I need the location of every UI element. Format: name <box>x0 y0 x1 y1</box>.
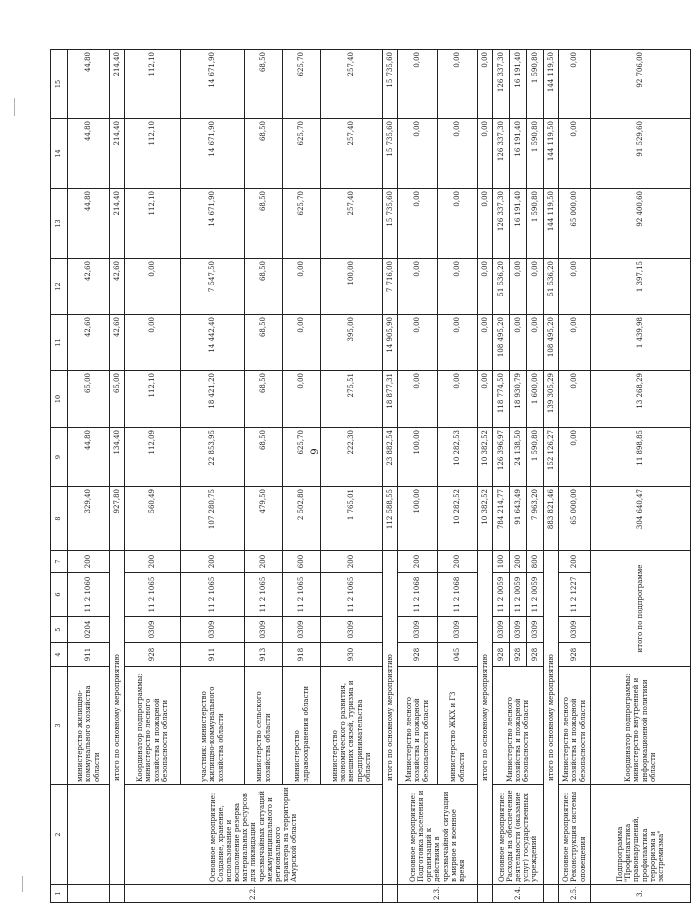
cell-value: 18 877,31 <box>383 371 398 428</box>
cell-value: 560,49 <box>125 487 181 551</box>
cell <box>544 885 559 903</box>
cell-value: 0,00 <box>398 371 438 428</box>
cell-value: 92 706,00 <box>591 50 691 119</box>
col-header: 6 <box>51 573 68 617</box>
total-label: итого по основному мероприятию <box>383 551 398 885</box>
cell-performer: министерство здравоохранения области <box>283 667 321 785</box>
col-header: 14 <box>51 119 68 189</box>
cell-value: 257,40 <box>321 50 383 119</box>
cell-rzpr: 0309 <box>398 617 438 643</box>
cell-value: 0,00 <box>510 259 527 315</box>
cell-value: 112,10 <box>125 50 181 119</box>
cell-grbs: 918 <box>283 643 321 667</box>
cell-value: 214,40 <box>110 189 125 259</box>
cell-value: 44,80 <box>68 189 110 259</box>
col-header: 7 <box>51 551 68 573</box>
cell-grbs: 928 <box>510 643 527 667</box>
cell-grbs: 911 <box>68 643 110 667</box>
cell-grbs: 928 <box>125 643 181 667</box>
cell-vr: 200 <box>438 551 478 573</box>
cell-rzpr: 0204 <box>68 617 110 643</box>
cell-value: 14 442,40 <box>181 315 245 371</box>
scan-mark-left <box>14 98 15 116</box>
cell-value: 0,00 <box>398 119 438 189</box>
cell <box>478 885 493 903</box>
table-row <box>125 50 181 903</box>
cell-value: 0,00 <box>559 315 591 371</box>
col-header: 15 <box>51 50 68 119</box>
cell-value: 7 547,50 <box>181 259 245 315</box>
cell <box>383 885 398 903</box>
cell-csr: 11 2 1065 <box>181 573 245 617</box>
cell-value: 10 282,53 <box>438 428 478 487</box>
cell-value: 222,30 <box>321 428 383 487</box>
cell-value: 395,00 <box>321 315 383 371</box>
cell-value: 0,00 <box>398 259 438 315</box>
cell-csr: 11 2 1060 <box>68 573 110 617</box>
cell-value: 0,00 <box>510 315 527 371</box>
cell-value: 44,80 <box>68 428 110 487</box>
cell-value: 42,60 <box>110 259 125 315</box>
cell-value: 0,00 <box>478 315 493 371</box>
total-label: итого по основному мероприятию <box>478 551 493 885</box>
cell-value: 304 640,47 <box>591 487 691 551</box>
cell-rzpr: 0309 <box>527 617 544 643</box>
cell-value: 16 191,40 <box>510 50 527 119</box>
col-header: 1 <box>51 885 68 903</box>
cell-value: 91 529,60 <box>591 119 691 189</box>
cell-value: 1 397,15 <box>591 259 691 315</box>
cell-performer: министерство жилищно-коммунального хозяйства области <box>68 667 110 785</box>
cell-value: 22 853,95 <box>181 428 245 487</box>
cell-value: 1 590,80 <box>527 428 544 487</box>
table-row <box>245 50 283 903</box>
cell-value: 479,50 <box>245 487 283 551</box>
cell-value: 100,00 <box>398 487 438 551</box>
table-row <box>181 50 245 903</box>
cell-value: 68,50 <box>245 119 283 189</box>
cell-value: 112,10 <box>125 371 181 428</box>
cell-value: 1 590,80 <box>527 119 544 189</box>
column-number-row <box>51 50 68 903</box>
cell-csr: 11 2 1068 <box>398 573 438 617</box>
page-number: 6 <box>307 448 319 455</box>
cell-value: 0,00 <box>438 259 478 315</box>
cell-value: 144 119,50 <box>544 50 559 119</box>
cell-value: 11 898,85 <box>591 428 691 487</box>
cell-value: 15 735,60 <box>383 189 398 259</box>
cell-value: 329,40 <box>68 487 110 551</box>
table-row <box>438 50 478 903</box>
table-row <box>68 50 110 903</box>
table-row <box>321 50 383 903</box>
cell-value: 126 337,30 <box>493 189 510 259</box>
cell-value: 0,00 <box>478 259 493 315</box>
cell-value: 0,00 <box>438 119 478 189</box>
cell-csr: 11 2 0059 <box>493 573 510 617</box>
cell-rzpr: 0309 <box>438 617 478 643</box>
cell-value: 0,00 <box>438 189 478 259</box>
cell-value: 7 716,00 <box>383 259 398 315</box>
cell-grbs: 913 <box>245 643 283 667</box>
cell-value: 1 590,80 <box>527 189 544 259</box>
cell-grbs: 928 <box>559 643 591 667</box>
cell-value: 23 882,54 <box>383 428 398 487</box>
total-row <box>383 50 398 903</box>
cell-csr: 11 2 0059 <box>527 573 544 617</box>
table-row <box>559 50 591 903</box>
cell-vr: 100 <box>493 551 510 573</box>
cell-activity: Основное мероприятие: Создание, хранение, использование и восполнение резерва материальных ресурсов для ликвидации чрезвычайных ситуаций межмуниципального и регионального характера на территории Амурской области <box>125 785 383 885</box>
cell-performer: министерство ЖКХ и ГЗ области <box>438 667 478 785</box>
cell-value: 0,00 <box>283 315 321 371</box>
cell-performer: Министерство лесного хозяйства и пожарной безопасности области <box>493 667 544 785</box>
cell-index: 2.2. <box>125 885 383 903</box>
cell-value: 68,50 <box>245 371 283 428</box>
cell-value: 14 905,90 <box>383 315 398 371</box>
cell-grbs: 928 <box>527 643 544 667</box>
cell-value: 144 119,50 <box>544 189 559 259</box>
cell <box>110 885 125 903</box>
cell-value: 18 421,20 <box>181 371 245 428</box>
cell-value: 65 000,00 <box>559 487 591 551</box>
table-row <box>493 50 510 903</box>
cell-value: 126 337,30 <box>493 119 510 189</box>
cell-value: 927,80 <box>110 487 125 551</box>
cell-index: 2.4. <box>493 885 544 903</box>
cell-value: 1 600,00 <box>527 371 544 428</box>
cell-value: 0,00 <box>478 50 493 119</box>
cell-value: 51 536,20 <box>544 259 559 315</box>
cell-value: 1 765,01 <box>321 487 383 551</box>
cell-value: 0,00 <box>398 50 438 119</box>
table-row <box>398 50 438 903</box>
cell-value: 625,70 <box>283 428 321 487</box>
cell-performer: Координатор подпрограммы: министерство лесного хозяйства и пожарной безопасности области <box>125 667 181 785</box>
cell-vr: 600 <box>283 551 321 573</box>
total-row <box>478 50 493 903</box>
cell-value: 68,50 <box>245 259 283 315</box>
cell <box>68 885 110 903</box>
cell-value: 15 735,60 <box>383 119 398 189</box>
cell-value: 214,40 <box>110 50 125 119</box>
col-header: 12 <box>51 259 68 315</box>
cell-value: 24 138,50 <box>510 428 527 487</box>
cell-vr: 200 <box>398 551 438 573</box>
cell-value: 68,50 <box>245 428 283 487</box>
cell-value: 10 382,52 <box>478 487 493 551</box>
cell-vr: 200 <box>559 551 591 573</box>
cell-activity: Основное мероприятие: Реконструкция системы оповещения <box>559 785 591 885</box>
cell-performer: Министерство лесного хозяйства и пожарной безопасности области <box>559 667 591 785</box>
cell-value: 14 671,90 <box>181 50 245 119</box>
cell-value: 68,50 <box>245 189 283 259</box>
cell-value: 126 337,30 <box>493 50 510 119</box>
cell-value: 144 119,50 <box>544 119 559 189</box>
cell-value: 0,00 <box>438 50 478 119</box>
cell-value: 14 671,90 <box>181 119 245 189</box>
cell-csr: 11 2 1227 <box>559 573 591 617</box>
cell-grbs: 928 <box>493 643 510 667</box>
cell-value: 0,00 <box>125 315 181 371</box>
col-header: 3 <box>51 667 68 785</box>
cell-grbs: 928 <box>398 643 438 667</box>
cell-value: 51 536,20 <box>493 259 510 315</box>
cell-value: 275,51 <box>321 371 383 428</box>
col-header: 5 <box>51 617 68 643</box>
cell-activity: Основное мероприятие: Подготовка населения и организаций к действиям в чрезвычайной ситуации в мирное и военное время <box>398 785 478 885</box>
cell-value: 784 214,77 <box>493 487 510 551</box>
cell-value: 0,00 <box>478 119 493 189</box>
cell-value: 10 382,52 <box>478 428 493 487</box>
cell-grbs: 930 <box>321 643 383 667</box>
cell-csr: 11 2 1065 <box>125 573 181 617</box>
cell-value: 68,50 <box>245 50 283 119</box>
cell-value: 0,00 <box>283 371 321 428</box>
cell-value: 139 305,29 <box>544 371 559 428</box>
cell-value: 0,00 <box>559 428 591 487</box>
cell-value: 0,00 <box>438 371 478 428</box>
cell-value: 0,00 <box>559 371 591 428</box>
col-header: 11 <box>51 315 68 371</box>
cell-activity: Подпрограмма "Профилактика правонарушений, профилактика терроризма и экстремизма" <box>591 785 691 885</box>
cell-value: 108 495,20 <box>493 315 510 371</box>
cell-csr: 11 2 1065 <box>245 573 283 617</box>
cell-vr: 200 <box>125 551 181 573</box>
cell-csr: 11 2 1065 <box>283 573 321 617</box>
cell-value: 65,00 <box>68 371 110 428</box>
document-sheet <box>50 50 665 903</box>
cell-value: 18 930,79 <box>510 371 527 428</box>
cell-value: 14 671,90 <box>181 189 245 259</box>
cell-performer: Министерство лесного хозяйства и пожарной безопасности области <box>398 667 438 785</box>
cell-csr: 11 2 0059 <box>510 573 527 617</box>
total-label: итого по основному мероприятию <box>110 551 125 885</box>
cell-value: 257,40 <box>321 119 383 189</box>
cell-value: 100,00 <box>321 259 383 315</box>
cell-activity: Основное мероприятие: Расходы на обеспечение деятельности (оказание услуг) государственных учреждений <box>493 785 544 885</box>
col-header: 8 <box>51 487 68 551</box>
cell-value: 44,80 <box>68 50 110 119</box>
cell-value: 108 495,20 <box>544 315 559 371</box>
cell-vr: 200 <box>245 551 283 573</box>
cell-value: 152 126,27 <box>544 428 559 487</box>
cell-value: 0,00 <box>478 189 493 259</box>
cell-vr: 800 <box>527 551 544 573</box>
cell-value: 42,60 <box>110 315 125 371</box>
cell-value: 100,00 <box>398 428 438 487</box>
cell-value: 65,00 <box>110 371 125 428</box>
cell-rzpr: 0309 <box>245 617 283 643</box>
cell-grbs: 911 <box>181 643 245 667</box>
cell-vr: 200 <box>181 551 245 573</box>
cell-csr: 11 2 1068 <box>438 573 478 617</box>
cell-value: 16 191,40 <box>510 119 527 189</box>
cell-value: 0,00 <box>559 119 591 189</box>
cell-vr: 200 <box>68 551 110 573</box>
cell-value: 625,70 <box>283 119 321 189</box>
table-row <box>591 50 691 903</box>
cell-rzpr: 0309 <box>493 617 510 643</box>
cell-value: 1 439,98 <box>591 315 691 371</box>
cell-value: 0,00 <box>559 50 591 119</box>
cell-performer: министерство сельского хозяйства области <box>245 667 283 785</box>
cell-value: 0,00 <box>527 315 544 371</box>
cell-value: 42,60 <box>68 259 110 315</box>
cell-value: 0,00 <box>438 315 478 371</box>
cell-value: 65 000,00 <box>559 189 591 259</box>
cell-value: 7 963,20 <box>527 487 544 551</box>
total-label: итого по подпрограмме <box>591 551 691 667</box>
scan-mark-left-lower <box>22 876 23 892</box>
cell-vr: 200 <box>510 551 527 573</box>
cell-value: 214,40 <box>110 119 125 189</box>
col-header: 9 <box>51 428 68 487</box>
cell-grbs: 045 <box>438 643 478 667</box>
cell-value: 134,40 <box>110 428 125 487</box>
budget-table <box>50 49 691 903</box>
col-header: 4 <box>51 643 68 667</box>
col-header: 10 <box>51 371 68 428</box>
cell-value: 112,09 <box>125 428 181 487</box>
cell-value: 0,00 <box>559 259 591 315</box>
cell-value: 1 590,80 <box>527 50 544 119</box>
cell-value: 44,80 <box>68 119 110 189</box>
cell-value: 625,70 <box>283 50 321 119</box>
cell-index: 2.3. <box>398 885 478 903</box>
cell-value: 2 502,80 <box>283 487 321 551</box>
cell-rzpr: 0309 <box>510 617 527 643</box>
cell-value: 0,00 <box>283 259 321 315</box>
cell-performer: Координатор подпрограммы: министерство внутренней и информационной политики области <box>591 667 691 785</box>
total-label: итого по основному мероприятию <box>544 551 559 885</box>
col-header: 2 <box>51 785 68 885</box>
cell-vr: 200 <box>321 551 383 573</box>
cell-value: 13 268,29 <box>591 371 691 428</box>
cell-value: 0,00 <box>398 189 438 259</box>
cell-value: 0,00 <box>478 371 493 428</box>
cell-performer: участник: министерство жилищно-коммунального хозяйства области <box>181 667 245 785</box>
total-row <box>544 50 559 903</box>
cell-csr: 11 2 1065 <box>321 573 383 617</box>
cell-value: 118 774,50 <box>493 371 510 428</box>
cell-value: 126 396,97 <box>493 428 510 487</box>
cell-value: 0,00 <box>125 259 181 315</box>
total-row <box>110 50 125 903</box>
cell-rzpr: 0309 <box>559 617 591 643</box>
cell <box>68 785 110 885</box>
cell-value: 15 735,60 <box>383 50 398 119</box>
cell-rzpr: 0309 <box>321 617 383 643</box>
cell-value: 112,10 <box>125 189 181 259</box>
cell-value: 883 821,46 <box>544 487 559 551</box>
cell-value: 91 643,49 <box>510 487 527 551</box>
table-row <box>283 50 321 903</box>
cell-rzpr: 0309 <box>125 617 181 643</box>
cell-index: 3. <box>591 885 691 903</box>
cell-index: 2.5. <box>559 885 591 903</box>
cell-value: 107 280,75 <box>181 487 245 551</box>
cell-value: 112 588,55 <box>383 487 398 551</box>
cell-value: 112,10 <box>125 119 181 189</box>
cell-value: 0,00 <box>398 315 438 371</box>
rotated-table-container <box>50 50 665 903</box>
cell-value: 10 282,52 <box>438 487 478 551</box>
cell-value: 92 400,60 <box>591 189 691 259</box>
cell-value: 257,40 <box>321 189 383 259</box>
cell-value: 625,70 <box>283 189 321 259</box>
cell-rzpr: 0309 <box>181 617 245 643</box>
cell-value: 0,00 <box>527 259 544 315</box>
col-header: 13 <box>51 189 68 259</box>
cell-value: 68,50 <box>245 315 283 371</box>
cell-value: 16 191,40 <box>510 189 527 259</box>
cell-performer: министерство экономического развития, внешних связей, туризма и предпринимательства области <box>321 667 383 785</box>
cell-rzpr: 0309 <box>283 617 321 643</box>
cell-value: 42,60 <box>68 315 110 371</box>
